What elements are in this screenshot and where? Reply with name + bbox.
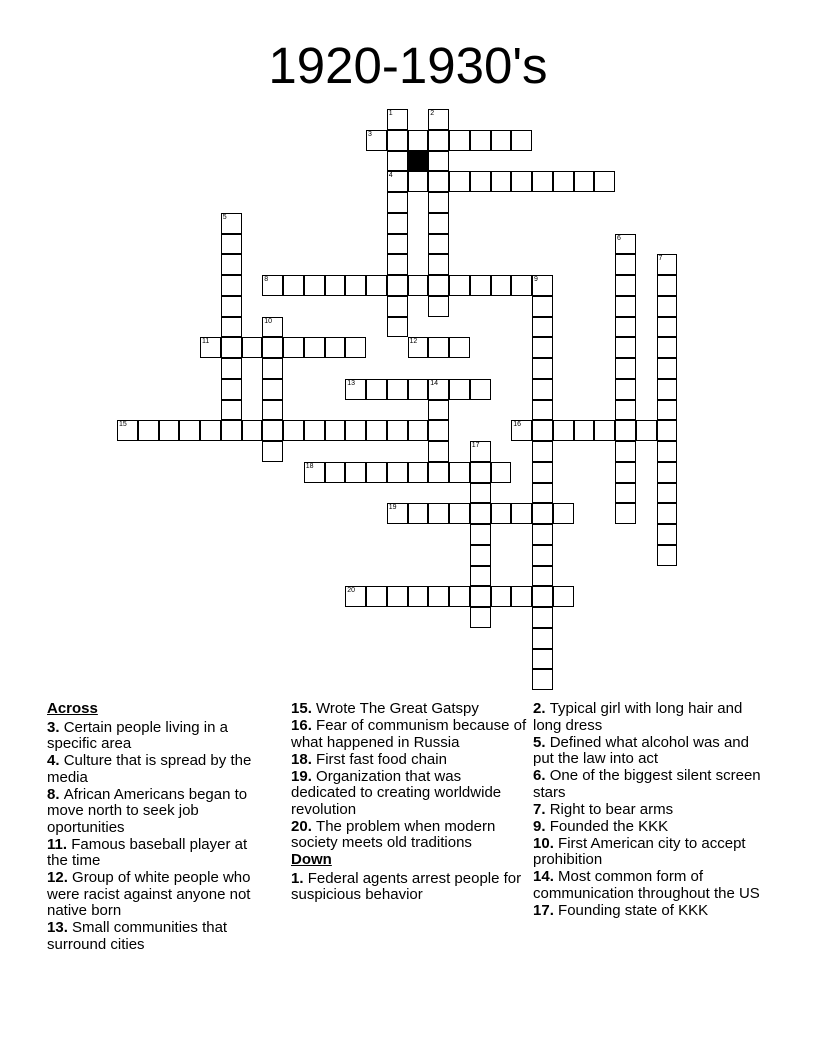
grid-cell[interactable] [221, 358, 242, 379]
grid-cell[interactable] [470, 607, 491, 628]
grid-cell[interactable] [366, 462, 387, 483]
grid-cell[interactable] [387, 420, 408, 441]
grid-cell[interactable] [408, 586, 429, 607]
clue-number-dot: . [541, 700, 550, 717]
clue-text: Group of white people who were racist against anyone not native born [47, 869, 251, 919]
grid-cell[interactable] [532, 358, 553, 379]
grid-cell[interactable] [221, 254, 242, 275]
grid-cell[interactable] [408, 420, 429, 441]
grid-cell[interactable] [657, 379, 678, 400]
grid-cell[interactable] [511, 586, 532, 607]
grid-cell[interactable] [470, 503, 491, 524]
clue-column-3 [533, 701, 771, 920]
clue-number: 15 [291, 700, 308, 717]
grid-cell[interactable] [615, 234, 636, 255]
across-clue [47, 837, 265, 870]
grid-cell[interactable] [428, 296, 449, 317]
grid-cell[interactable] [615, 483, 636, 504]
across-clue [47, 787, 265, 837]
grid-cell[interactable] [387, 213, 408, 234]
grid-cell[interactable] [657, 483, 678, 504]
grid-cell[interactable] [532, 545, 553, 566]
clue-number: 19 [291, 767, 308, 785]
grid-cell[interactable] [657, 420, 678, 441]
grid-cell[interactable] [366, 379, 387, 400]
grid-cell[interactable] [387, 296, 408, 317]
clue-number-dot: . [307, 750, 317, 768]
grid-cell[interactable] [615, 441, 636, 462]
clue-number-dot: . [62, 835, 72, 853]
grid-cell[interactable] [470, 586, 491, 607]
clue-number-dot: . [63, 919, 73, 936]
grid-cell[interactable] [304, 462, 325, 483]
across-clue [291, 819, 529, 852]
grid-cell[interactable] [262, 275, 283, 296]
grid-cell[interactable] [615, 379, 636, 400]
clue-number: 14 [533, 868, 550, 885]
clue-text: African Americans began to move north to seek job oportunities [47, 785, 248, 836]
clue-text: Typical girl with long hair and long dress [533, 700, 743, 734]
grid-cell[interactable] [345, 379, 366, 400]
clue-number-dot: . [55, 785, 64, 803]
clue-number: 1 [291, 869, 300, 887]
clue-number-label: 5 [222, 213, 227, 221]
clue-number: 7 [533, 800, 542, 818]
grid-cell[interactable] [221, 213, 242, 234]
grid-cell[interactable] [428, 234, 449, 255]
clue-text: The problem when modern society meets old traditions [291, 817, 496, 851]
grid-cell[interactable] [657, 296, 678, 317]
grid-cell[interactable] [470, 130, 491, 151]
grid-cell[interactable] [221, 234, 242, 255]
grid-cell[interactable] [511, 420, 532, 441]
grid-cell[interactable] [283, 337, 304, 358]
down-heading: Down [291, 851, 332, 868]
grid-cell[interactable] [657, 462, 678, 483]
grid-cell[interactable] [657, 503, 678, 524]
clue-number-label: 20 [347, 587, 356, 595]
grid-cell[interactable] [657, 275, 678, 296]
grid-cell[interactable] [532, 669, 553, 690]
clue-text: Right to bear arms [549, 800, 674, 818]
grid-cell[interactable] [532, 628, 553, 649]
grid-cell[interactable] [657, 441, 678, 462]
grid-cell[interactable] [221, 337, 242, 358]
clue-number: 8 [47, 785, 56, 803]
clue-number-label: 19 [388, 504, 397, 512]
grid-cell[interactable] [491, 171, 512, 192]
grid-cell[interactable] [408, 462, 429, 483]
clue-text: Wrote The Great Gatspy [316, 700, 479, 717]
grid-cell[interactable] [428, 420, 449, 441]
grid-cell[interactable] [615, 358, 636, 379]
grid-cell[interactable] [428, 192, 449, 213]
clue-number: 2 [533, 700, 542, 717]
grid-cell[interactable] [615, 462, 636, 483]
grid-cell[interactable] [408, 171, 429, 192]
grid-cell[interactable] [657, 337, 678, 358]
grid-cell[interactable] [470, 566, 491, 587]
clue-number-dot: . [307, 700, 317, 717]
grid-cell[interactable] [511, 503, 532, 524]
grid-cell[interactable] [408, 503, 429, 524]
clue-number: 5 [533, 733, 542, 751]
grid-cell[interactable] [221, 317, 242, 338]
clue-text: Defined what alcohol was and put the law into act [533, 733, 749, 767]
grid-cell[interactable] [532, 171, 553, 192]
grid-cell[interactable] [615, 296, 636, 317]
clue-number-dot: . [307, 817, 317, 835]
grid-cell[interactable] [615, 400, 636, 421]
clue-number-label: 14 [430, 379, 439, 387]
grid-cell[interactable] [449, 586, 470, 607]
down-clue [533, 819, 771, 836]
grid-cell[interactable] [532, 483, 553, 504]
clue-number-label: 15 [119, 421, 127, 429]
grid-cell[interactable] [262, 379, 283, 400]
clue-text: Certain people living in a specific area [47, 718, 228, 752]
grid-cell[interactable] [387, 109, 408, 130]
grid-cell[interactable] [387, 586, 408, 607]
grid-cell[interactable] [159, 420, 180, 441]
clue-text: Organization that was dedicated to creating worldwide revolution [291, 767, 502, 818]
grid-cell[interactable] [449, 171, 470, 192]
grid-cell[interactable] [345, 586, 366, 607]
grid-cell[interactable] [138, 420, 159, 441]
clue-number-label: 17 [471, 442, 480, 449]
grid-cell[interactable] [408, 130, 429, 151]
down-clue [533, 701, 771, 734]
grid-cell[interactable] [594, 171, 615, 192]
across-clue [47, 753, 265, 786]
grid-cell[interactable] [532, 524, 553, 545]
grid-cell[interactable] [325, 275, 346, 296]
grid-cell[interactable] [428, 462, 449, 483]
grid-cell[interactable] [615, 317, 636, 338]
grid-cell[interactable] [657, 254, 678, 275]
clue-text: Founded the KKK [549, 817, 669, 835]
clue-number-label: 10 [264, 317, 273, 325]
grid-cell[interactable] [408, 337, 429, 358]
grid-cell[interactable] [491, 462, 512, 483]
clue-text: Small communities that surround cities [47, 919, 228, 953]
clue-number-label: 2 [430, 110, 435, 117]
grid-cell[interactable] [262, 358, 283, 379]
clue-number-label: 6 [617, 234, 621, 242]
grid-cell[interactable] [366, 275, 387, 296]
grid-cell[interactable] [470, 483, 491, 504]
grid-cell[interactable] [491, 503, 512, 524]
grid-cell[interactable] [657, 400, 678, 421]
clue-number-dot: . [55, 718, 64, 736]
grid-cell[interactable] [553, 420, 574, 441]
clue-number-label: 1 [388, 110, 393, 117]
grid-cell[interactable] [428, 503, 449, 524]
down-clue [533, 768, 771, 801]
grid-cell[interactable] [179, 420, 200, 441]
grid-cell[interactable] [615, 337, 636, 358]
grid-cell[interactable] [491, 275, 512, 296]
black-cell [408, 151, 429, 172]
grid-cell[interactable] [200, 337, 221, 358]
grid-cell[interactable] [242, 420, 263, 441]
clue-number: 12 [47, 869, 64, 886]
clue-number: 10 [533, 834, 550, 852]
clue-text: Most common form of communication throughout the US [533, 868, 760, 902]
grid-cell[interactable] [428, 379, 449, 400]
clue-number: 11 [47, 835, 63, 853]
grid-cell[interactable] [387, 317, 408, 338]
clue-number-dot: . [541, 817, 550, 835]
across-clue [291, 752, 529, 769]
grid-cell[interactable] [221, 420, 242, 441]
clue-number-label: 7 [658, 255, 663, 263]
clue-number: 20 [291, 817, 308, 835]
grid-cell[interactable] [470, 545, 491, 566]
grid-cell[interactable] [366, 130, 387, 151]
grid-cell[interactable] [532, 296, 553, 317]
grid-cell[interactable] [428, 171, 449, 192]
grid-cell[interactable] [262, 420, 283, 441]
clue-number-dot: . [541, 767, 550, 784]
grid-cell[interactable] [304, 337, 325, 358]
clue-text: One of the biggest silent screen stars [533, 767, 761, 801]
clue-number-dot: . [541, 800, 550, 818]
grid-cell[interactable] [428, 151, 449, 172]
clue-number: 6 [533, 767, 542, 784]
grid-cell[interactable] [387, 275, 408, 296]
clue-text: First fast food chain [316, 750, 447, 768]
grid-cell[interactable] [532, 503, 553, 524]
grid-cell[interactable] [387, 234, 408, 255]
grid-cell[interactable] [304, 420, 325, 441]
across-clue [47, 920, 265, 953]
clue-number-dot: . [307, 767, 317, 785]
across-clue [291, 701, 529, 718]
grid-cell[interactable] [470, 275, 491, 296]
down-clue [533, 735, 771, 768]
clue-number-dot: . [299, 869, 308, 887]
clue-number-label: 18 [305, 462, 314, 470]
clue-text: First American city to accept prohibition [533, 834, 746, 868]
grid-cell[interactable] [387, 171, 408, 192]
grid-cell[interactable] [449, 337, 470, 358]
grid-cell[interactable] [387, 192, 408, 213]
grid-cell[interactable] [511, 275, 532, 296]
clue-number-dot: . [549, 834, 559, 852]
grid-cell[interactable] [532, 420, 553, 441]
grid-cell[interactable] [657, 358, 678, 379]
grid-cell[interactable] [428, 130, 449, 151]
clue-number-dot: . [549, 901, 559, 919]
grid-cell[interactable] [304, 275, 325, 296]
grid-cell[interactable] [449, 462, 470, 483]
grid-cell[interactable] [345, 337, 366, 358]
grid-cell[interactable] [532, 400, 553, 421]
grid-cell[interactable] [594, 420, 615, 441]
grid-cell[interactable] [325, 420, 346, 441]
grid-cell[interactable] [428, 213, 449, 234]
grid-cell[interactable] [449, 379, 470, 400]
grid-cell[interactable] [532, 566, 553, 587]
grid-cell[interactable] [449, 275, 470, 296]
down-clue [533, 836, 771, 869]
grid-cell[interactable] [325, 337, 346, 358]
grid-cell[interactable] [636, 420, 657, 441]
grid-cell[interactable] [387, 151, 408, 172]
grid-cell[interactable] [428, 254, 449, 275]
down-clue [533, 869, 771, 902]
grid-cell[interactable] [408, 275, 429, 296]
page-title: 1920-1930's [268, 37, 548, 94]
grid-cell[interactable] [262, 441, 283, 462]
grid-cell[interactable] [428, 275, 449, 296]
grid-cell[interactable] [574, 420, 595, 441]
clue-number-dot: . [549, 868, 559, 885]
grid-cell[interactable] [221, 379, 242, 400]
clue-column-1 [47, 701, 265, 954]
grid-cell[interactable] [615, 254, 636, 275]
grid-cell[interactable] [532, 441, 553, 462]
grid-cell[interactable] [345, 462, 366, 483]
grid-cell[interactable] [387, 130, 408, 151]
clue-number-label: 8 [264, 276, 269, 283]
grid-cell[interactable] [262, 400, 283, 421]
grid-cell[interactable] [428, 109, 449, 130]
grid-cell[interactable] [532, 649, 553, 670]
grid-cell[interactable] [283, 275, 304, 296]
grid-cell[interactable] [532, 337, 553, 358]
clue-number: 4 [47, 752, 56, 769]
grid-cell[interactable] [470, 462, 491, 483]
grid-cell[interactable] [325, 462, 346, 483]
across-heading: Across [47, 700, 98, 717]
grid-cell[interactable] [532, 317, 553, 338]
grid-cell[interactable] [221, 275, 242, 296]
grid-cell[interactable] [511, 130, 532, 151]
down-clue [291, 871, 529, 904]
grid-cell[interactable] [491, 130, 512, 151]
grid-cell[interactable] [428, 337, 449, 358]
grid-cell[interactable] [428, 441, 449, 462]
grid-cell[interactable] [532, 379, 553, 400]
grid-cell[interactable] [387, 254, 408, 275]
grid-cell[interactable] [615, 503, 636, 524]
clue-number-label: 9 [534, 276, 538, 283]
clue-text: Culture that is spread by the media [47, 752, 252, 786]
grid-cell[interactable] [532, 586, 553, 607]
down-clue [533, 802, 771, 819]
clue-number-label: 11 [202, 338, 210, 346]
grid-cell[interactable] [366, 420, 387, 441]
grid-cell[interactable] [387, 379, 408, 400]
grid-cell[interactable] [657, 317, 678, 338]
grid-cell[interactable] [657, 524, 678, 545]
grid-cell[interactable] [428, 586, 449, 607]
grid-cell[interactable] [532, 275, 553, 296]
clue-number: 18 [291, 750, 308, 768]
grid-cell[interactable] [532, 607, 553, 628]
clue-number-label: 12 [409, 338, 418, 346]
grid-cell[interactable] [221, 296, 242, 317]
grid-cell[interactable] [491, 586, 512, 607]
across-clue [47, 870, 265, 920]
clue-text: Founding state of KKK [558, 901, 709, 919]
grid-cell[interactable] [449, 130, 470, 151]
clue-number: 16 [291, 717, 308, 734]
grid-cell[interactable] [345, 420, 366, 441]
clue-number-dot: . [63, 869, 73, 886]
grid-cell[interactable] [553, 503, 574, 524]
clue-number: 13 [47, 919, 64, 936]
clue-text: Federal agents arrest people for suspicious behavior [291, 869, 522, 903]
grid-cell[interactable] [408, 379, 429, 400]
grid-cell[interactable] [200, 420, 221, 441]
grid-cell[interactable] [221, 400, 242, 421]
across-clue [291, 769, 529, 819]
clue-number: 3 [47, 718, 56, 736]
grid-cell[interactable] [470, 171, 491, 192]
grid-cell[interactable] [262, 337, 283, 358]
clue-number-dot: . [541, 733, 550, 751]
grid-cell[interactable] [449, 503, 470, 524]
grid-cell[interactable] [553, 171, 574, 192]
grid-cell[interactable] [657, 545, 678, 566]
grid-cell[interactable] [366, 586, 387, 607]
grid-cell[interactable] [615, 275, 636, 296]
grid-cell[interactable] [262, 317, 283, 338]
grid-cell[interactable] [428, 400, 449, 421]
grid-cell[interactable] [242, 337, 263, 358]
clue-text: Famous baseball player at the time [47, 835, 248, 869]
clue-number-label: 13 [347, 379, 356, 387]
grid-cell[interactable] [532, 462, 553, 483]
grid-cell[interactable] [511, 171, 532, 192]
clue-text: Fear of communism because of what happened in Russia [291, 717, 527, 751]
clue-number: 9 [533, 817, 542, 835]
grid-cell[interactable] [470, 379, 491, 400]
clue-number-label: 4 [388, 172, 393, 180]
grid-cell[interactable] [574, 171, 595, 192]
clue-number-label: 3 [368, 130, 372, 138]
across-clue [47, 720, 265, 753]
grid-cell[interactable] [387, 462, 408, 483]
clue-number-dot: . [55, 752, 64, 769]
grid-cell[interactable] [283, 420, 304, 441]
grid-cell[interactable] [470, 441, 491, 462]
across-clue [291, 718, 529, 751]
grid-cell[interactable] [615, 420, 636, 441]
clue-column-2 [291, 701, 529, 904]
grid-cell[interactable] [345, 275, 366, 296]
clue-number-dot: . [307, 717, 317, 734]
grid-cell[interactable] [470, 524, 491, 545]
grid-cell[interactable] [553, 586, 574, 607]
grid-cell[interactable] [117, 420, 138, 441]
down-clue [533, 903, 771, 920]
grid-cell[interactable] [387, 503, 408, 524]
clue-number: 17 [533, 901, 550, 919]
clue-number-label: 16 [513, 421, 522, 429]
